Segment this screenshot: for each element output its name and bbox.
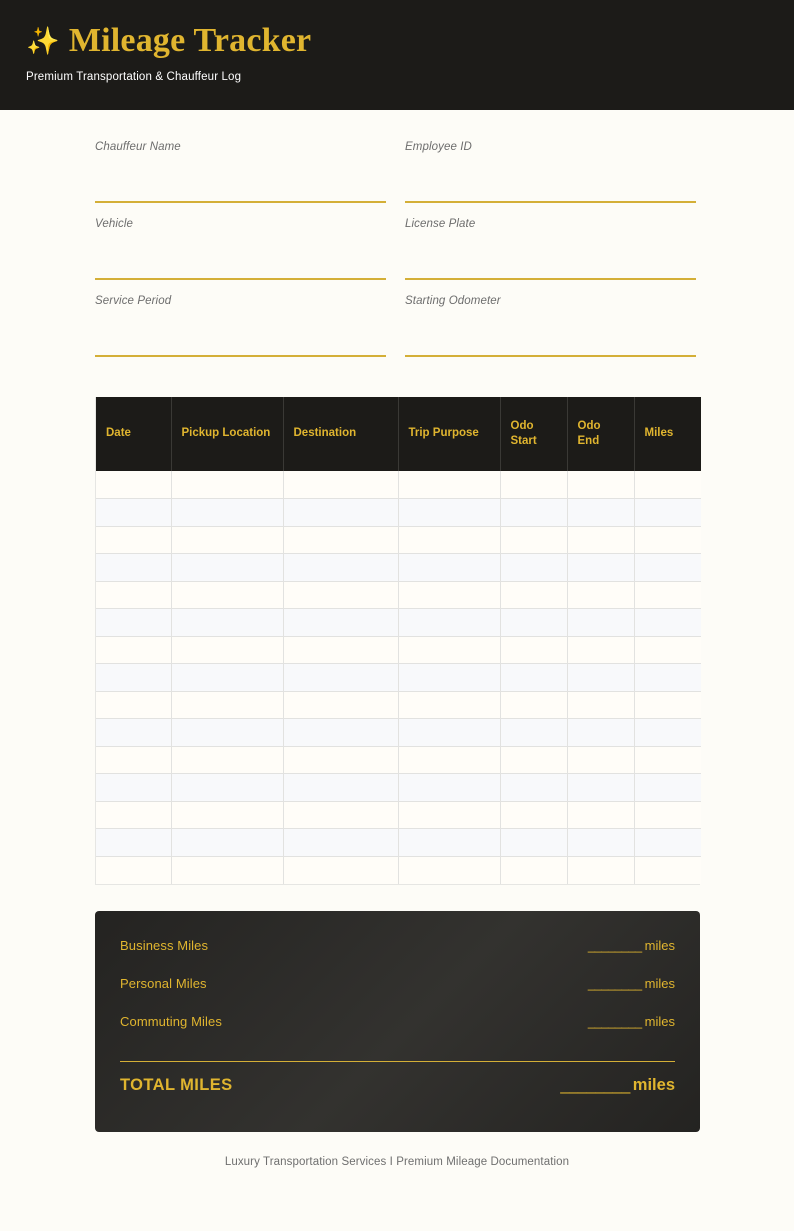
table-cell[interactable] bbox=[96, 554, 171, 582]
unit-label: miles bbox=[644, 937, 675, 953]
table-cell[interactable] bbox=[567, 664, 634, 692]
summary-label: Commuting Miles bbox=[120, 1013, 222, 1029]
table-cell[interactable] bbox=[500, 609, 567, 637]
table-cell[interactable] bbox=[398, 636, 500, 664]
table-cell[interactable] bbox=[567, 746, 634, 774]
summary-value[interactable] bbox=[588, 938, 675, 953]
table-row bbox=[96, 746, 701, 774]
column-header-odo-start: Odo Start bbox=[500, 397, 567, 471]
table-cell[interactable] bbox=[283, 471, 398, 499]
summary-row-business bbox=[120, 938, 675, 976]
table-cell[interactable] bbox=[567, 691, 634, 719]
field-underline bbox=[405, 278, 696, 280]
table-cell[interactable] bbox=[500, 801, 567, 829]
table-cell[interactable] bbox=[634, 526, 701, 554]
table-cell[interactable] bbox=[283, 746, 398, 774]
table-row bbox=[96, 499, 701, 527]
table-row bbox=[96, 581, 701, 609]
field-chauffeur-name[interactable] bbox=[95, 141, 386, 218]
table-row bbox=[96, 801, 701, 829]
table-cell[interactable] bbox=[96, 471, 171, 499]
table-cell[interactable] bbox=[634, 691, 701, 719]
table-cell[interactable] bbox=[634, 829, 701, 857]
table-cell[interactable] bbox=[500, 499, 567, 527]
table-cell[interactable] bbox=[500, 471, 567, 499]
table-cell[interactable] bbox=[398, 719, 500, 747]
column-header-miles: Miles bbox=[634, 397, 701, 471]
table-cell[interactable] bbox=[500, 581, 567, 609]
table-cell[interactable] bbox=[398, 856, 500, 884]
blank-fill-line: ________ bbox=[587, 975, 642, 991]
table-cell[interactable] bbox=[96, 636, 171, 664]
table-cell[interactable] bbox=[96, 499, 171, 527]
column-header-pickup: Pickup Location bbox=[171, 397, 283, 471]
table-cell[interactable] bbox=[500, 719, 567, 747]
summary-divider bbox=[120, 1061, 675, 1062]
table-cell[interactable] bbox=[634, 499, 701, 527]
table-cell[interactable] bbox=[283, 774, 398, 802]
table-cell[interactable] bbox=[634, 801, 701, 829]
table-cell[interactable] bbox=[634, 856, 701, 884]
table-row bbox=[96, 829, 701, 857]
table-cell[interactable] bbox=[283, 829, 398, 857]
table-cell[interactable] bbox=[567, 719, 634, 747]
table-cell[interactable] bbox=[398, 526, 500, 554]
summary-row-commuting bbox=[120, 1014, 675, 1052]
table-cell[interactable] bbox=[567, 636, 634, 664]
table-cell[interactable] bbox=[398, 554, 500, 582]
column-header-purpose: Trip Purpose bbox=[398, 397, 500, 471]
table-cell[interactable] bbox=[567, 499, 634, 527]
field-underline bbox=[95, 355, 386, 357]
table-row bbox=[96, 664, 701, 692]
table-cell[interactable] bbox=[398, 664, 500, 692]
table-cell[interactable] bbox=[634, 581, 701, 609]
table-cell[interactable] bbox=[96, 691, 171, 719]
table-cell[interactable] bbox=[283, 554, 398, 582]
table-cell[interactable] bbox=[567, 856, 634, 884]
field-label: License Plate bbox=[405, 218, 476, 230]
page-subtitle: Premium Transportation & Chauffeur Log bbox=[26, 71, 242, 84]
field-employee-id[interactable] bbox=[405, 141, 696, 218]
mileage-summary-panel bbox=[95, 911, 700, 1132]
blank-fill-line: ________ bbox=[587, 1013, 642, 1029]
table-cell[interactable] bbox=[500, 691, 567, 719]
table-cell[interactable] bbox=[398, 609, 500, 637]
table-cell[interactable] bbox=[283, 801, 398, 829]
table-cell[interactable] bbox=[171, 609, 283, 637]
summary-value[interactable] bbox=[588, 976, 675, 991]
table-cell[interactable] bbox=[171, 554, 283, 582]
table-cell[interactable] bbox=[96, 609, 171, 637]
table-cell[interactable] bbox=[96, 801, 171, 829]
table-cell[interactable] bbox=[96, 526, 171, 554]
sparkles-icon: ✨ bbox=[26, 25, 60, 56]
table-cell[interactable] bbox=[634, 746, 701, 774]
table-cell[interactable] bbox=[96, 774, 171, 802]
table-row bbox=[96, 856, 701, 884]
table-row bbox=[96, 554, 701, 582]
table-cell[interactable] bbox=[171, 856, 283, 884]
table-cell[interactable] bbox=[567, 471, 634, 499]
field-underline bbox=[95, 278, 386, 280]
table-cell[interactable] bbox=[500, 636, 567, 664]
field-label: Starting Odometer bbox=[405, 295, 501, 307]
table-cell[interactable] bbox=[283, 664, 398, 692]
table-row bbox=[96, 471, 701, 499]
summary-label: Business Miles bbox=[120, 937, 209, 953]
total-label: TOTAL MILES bbox=[120, 1075, 233, 1094]
blank-fill-line: ________ bbox=[587, 937, 642, 953]
summary-row-personal bbox=[120, 976, 675, 1014]
table-cell[interactable] bbox=[171, 636, 283, 664]
table-row bbox=[96, 609, 701, 637]
table-cell[interactable] bbox=[567, 526, 634, 554]
table-cell[interactable] bbox=[171, 719, 283, 747]
table-row bbox=[96, 636, 701, 664]
table-cell[interactable] bbox=[398, 581, 500, 609]
summary-value[interactable] bbox=[588, 1014, 675, 1029]
summary-label: Personal Miles bbox=[120, 975, 207, 991]
table-cell[interactable] bbox=[171, 774, 283, 802]
table-cell[interactable] bbox=[398, 774, 500, 802]
field-label: Chauffeur Name bbox=[95, 141, 181, 153]
summary-row-total bbox=[120, 1076, 675, 1106]
table-row bbox=[96, 774, 701, 802]
table-cell[interactable] bbox=[283, 636, 398, 664]
field-underline bbox=[95, 201, 386, 203]
unit-label: miles bbox=[644, 975, 675, 991]
table-cell[interactable] bbox=[283, 526, 398, 554]
field-license-plate[interactable] bbox=[405, 218, 696, 295]
table-cell[interactable] bbox=[171, 526, 283, 554]
table-cell[interactable] bbox=[283, 719, 398, 747]
table-cell[interactable] bbox=[634, 471, 701, 499]
unit-label: miles bbox=[644, 1013, 675, 1029]
table-cell[interactable] bbox=[171, 829, 283, 857]
table-cell[interactable] bbox=[96, 856, 171, 884]
table-row bbox=[96, 719, 701, 747]
table-cell[interactable] bbox=[634, 554, 701, 582]
table-cell[interactable] bbox=[171, 471, 283, 499]
table-cell[interactable] bbox=[398, 471, 500, 499]
field-service-period[interactable] bbox=[95, 295, 386, 372]
table-cell[interactable] bbox=[500, 856, 567, 884]
table-cell[interactable] bbox=[398, 746, 500, 774]
table-row bbox=[96, 691, 701, 719]
unit-label: miles bbox=[632, 1075, 675, 1094]
table-cell[interactable] bbox=[96, 746, 171, 774]
column-header-odo-end: Odo End bbox=[567, 397, 634, 471]
table-cell[interactable] bbox=[567, 609, 634, 637]
column-header-date: Date bbox=[96, 397, 171, 471]
total-value[interactable] bbox=[560, 1076, 675, 1095]
table-cell[interactable] bbox=[634, 609, 701, 637]
table-cell[interactable] bbox=[567, 801, 634, 829]
table-cell[interactable] bbox=[171, 746, 283, 774]
field-vehicle[interactable] bbox=[95, 218, 386, 295]
table-cell[interactable] bbox=[96, 829, 171, 857]
table-cell[interactable] bbox=[500, 829, 567, 857]
table-cell[interactable] bbox=[500, 526, 567, 554]
document-header bbox=[0, 0, 794, 110]
table-cell[interactable] bbox=[398, 691, 500, 719]
table-cell[interactable] bbox=[500, 774, 567, 802]
column-header-destination: Destination bbox=[283, 397, 398, 471]
page-footer: Luxury Transportation Services I Premium Mileage Documentation bbox=[224, 1155, 570, 1168]
field-label: Vehicle bbox=[95, 218, 133, 230]
table-cell[interactable] bbox=[567, 581, 634, 609]
table-cell[interactable] bbox=[634, 636, 701, 664]
page-title-text: Mileage Tracker bbox=[68, 22, 312, 59]
table-cell[interactable] bbox=[567, 774, 634, 802]
table-cell[interactable] bbox=[96, 664, 171, 692]
table-cell[interactable] bbox=[96, 719, 171, 747]
table-body bbox=[96, 471, 701, 884]
table-cell[interactable] bbox=[500, 746, 567, 774]
table-cell[interactable] bbox=[283, 609, 398, 637]
meta-form bbox=[95, 141, 700, 372]
table-row bbox=[96, 526, 701, 554]
table-cell[interactable] bbox=[398, 801, 500, 829]
table-cell[interactable] bbox=[283, 856, 398, 884]
field-underline bbox=[405, 355, 696, 357]
table-cell[interactable] bbox=[171, 499, 283, 527]
table-cell[interactable] bbox=[171, 664, 283, 692]
table-cell[interactable] bbox=[398, 499, 500, 527]
table-cell[interactable] bbox=[171, 801, 283, 829]
table-cell[interactable] bbox=[398, 829, 500, 857]
table-cell[interactable] bbox=[171, 581, 283, 609]
table-cell[interactable] bbox=[634, 664, 701, 692]
table-cell[interactable] bbox=[283, 691, 398, 719]
field-label: Service Period bbox=[95, 295, 172, 307]
field-label: Employee ID bbox=[405, 141, 472, 153]
table-cell[interactable] bbox=[567, 829, 634, 857]
field-underline bbox=[405, 201, 696, 203]
table-cell[interactable] bbox=[500, 554, 567, 582]
mileage-log-table bbox=[95, 397, 700, 885]
field-starting-odometer[interactable] bbox=[405, 295, 696, 372]
table-cell[interactable] bbox=[634, 774, 701, 802]
table-cell[interactable] bbox=[500, 664, 567, 692]
table-cell[interactable] bbox=[567, 554, 634, 582]
table-cell[interactable] bbox=[96, 581, 171, 609]
page-title bbox=[26, 22, 768, 60]
blank-fill-line: ________ bbox=[560, 1075, 630, 1094]
table-cell[interactable] bbox=[634, 719, 701, 747]
table-cell[interactable] bbox=[283, 581, 398, 609]
table-cell[interactable] bbox=[171, 691, 283, 719]
table-cell[interactable] bbox=[283, 499, 398, 527]
table-header-row bbox=[96, 397, 701, 471]
